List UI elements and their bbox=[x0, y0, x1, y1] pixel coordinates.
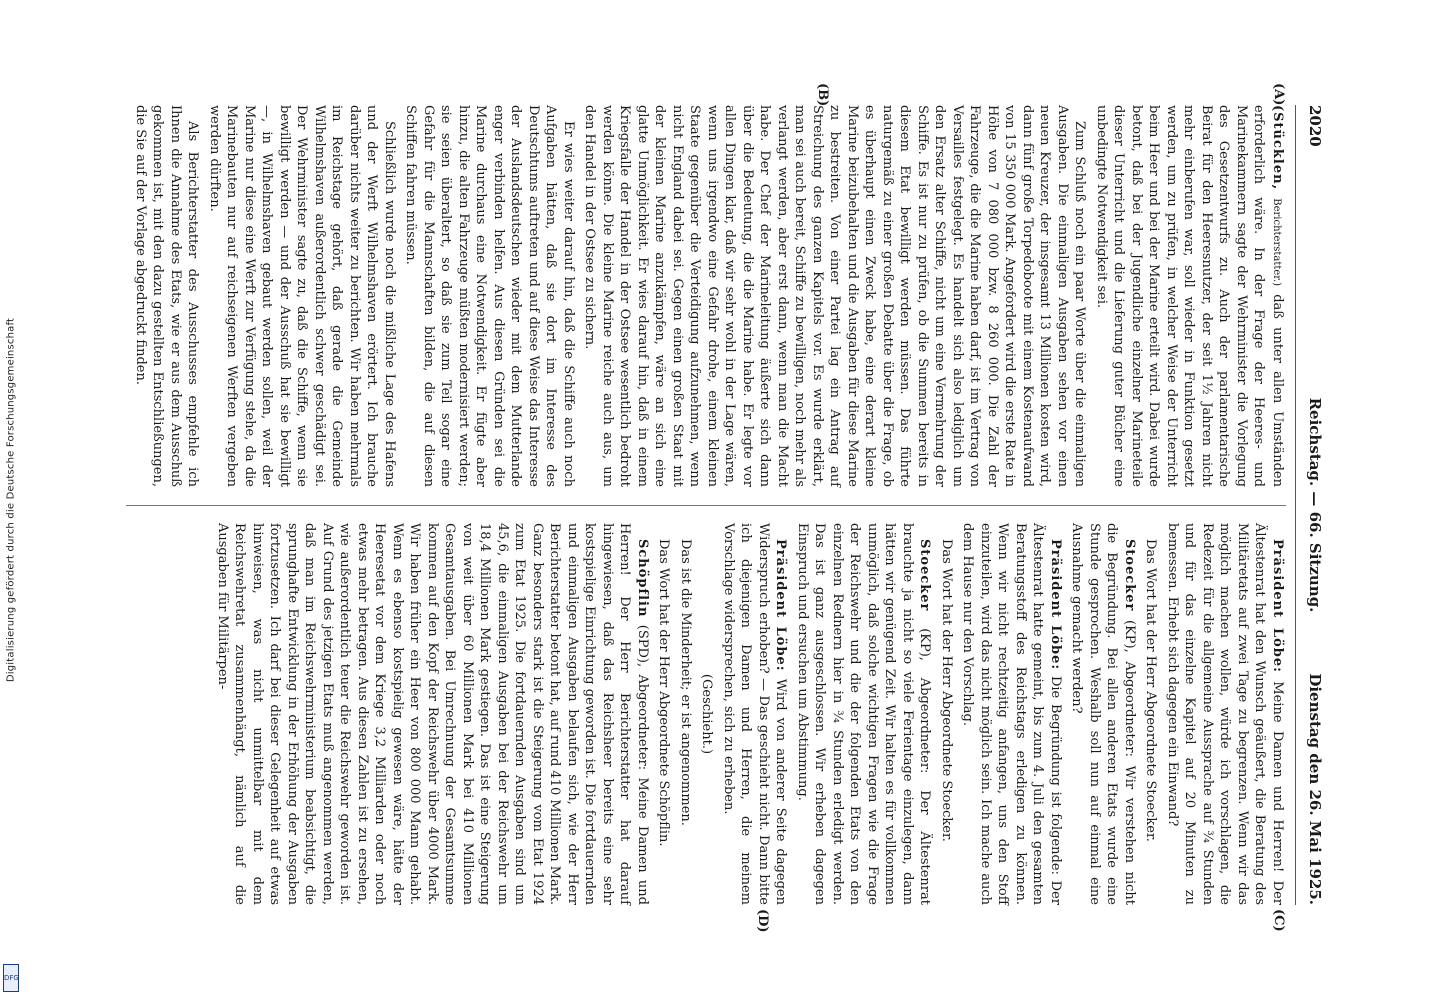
paragraph: Das ist die Minderheit; er ist angenommen. bbox=[678, 539, 693, 826]
speaker-name: Stoecker bbox=[917, 539, 933, 612]
paragraph bbox=[1164, 523, 1287, 905]
paragraph bbox=[794, 523, 934, 905]
session-date: Dienstag den 26. Mai 1925. bbox=[1306, 673, 1324, 905]
paragraph: Er wies weiter darauf hin, daß die Schiffe auch noch Aufgaben hätten, daß sie dort im Interesse des Deutschtums auftreten und auf diese Weise das Interesse der Auslandsdeutschen wieder mit dem Mutterlande enger verbinden helfen. Aus diesen Gründen sei die Marine durchaus eine Notwendigkeit. Er fügte aber hinzu, die alten Fahrzeuge müßten modernisiert werden; sie seien überaltert, so daß sie zum Teil sogar eine Gefahr für die Mannschaften bilden, die auf diesen Schiffen fahren müssen. bbox=[403, 105, 576, 487]
paragraph-text: Meine Damen und Herren! Der Ältestenrat hat den Wunsch geäußert, die Beratung des Militäretats auf zwei Tage zu begrenzen. Wenn wir das möglich machen wollen, würde ich vorschlagen, die Redezeit für die allgemeine Aussprache auf ¾ Stunden und für das einzelne Kapitel auf 20 Minuten zu bemessen. Erhebt sich dagegen ein Einwand? bbox=[1165, 523, 1285, 905]
paragraph-text: daß unter allen Umständen erforderlich wäre. In der Frage der Heeres- und Marinekammern sagte der Wehrminister die Vorlegung des Gesetzentwurfs zu. Auch der parlamentarische Beirat für den Heeresnutzer, der seit 1½ Jahren nicht mehr einberufen war, soll wieder in Funktion gesetzt werden, um zu prüfen, in welcher Weise der Unterricht beim Heer und bei der Marine erteilt wird. Dabei wurde betont, daß bei der Jugendliche einzelner Marineteile dieser Unterricht und die Lieferung guter Bücher eine unbedingte Notwendigkeit sei. bbox=[1094, 105, 1285, 487]
page-header bbox=[1295, 105, 1330, 905]
paragraph: Das Wort hat der Herr Abgeordnete Stoecker. bbox=[939, 539, 954, 842]
paragraph bbox=[1068, 523, 1138, 905]
paragraph bbox=[959, 523, 1064, 905]
speaker-name: Präsident Löbe: bbox=[1048, 539, 1063, 671]
column-divider bbox=[126, 505, 1286, 506]
speaker-name: Präsident Löbe: bbox=[773, 539, 789, 672]
speaker-role: Berichterstatter.) bbox=[1271, 198, 1282, 287]
paragraph-text: (SPD), Abgeordneter: Meine Damen und Herren! Der Herr Berichterstatter hat darauf hingewiesen, daß das Reichsheer bereits eine sehr kostspielige Einrichtung geworden ist. Die fortdauernden und einmaligen Ausgaben belaufen sich, wie der Herr Berichterstatter betont hat, auf rund 410 Millionen Mark. Ganz besonders stark ist die Steigerung vom Etat 1924 zum Etat 1925. Die fortdauernden Ausgaben sind um 45,6, die einmaligen Ausgaben bei der Reichswehr um 18,4 Millionen Mark gestiegen. Das ist eine Steigerung von weit über 60 Millionen Mark bei 410 Millionen Gesamtausgaben. Bei Umrechnung der Gesamtsumme kommen auf den Kopf der Reichswehr über 4000 Mark. Wir haben früher ein Heer von 800 000 Mann gehabt. Wenn es ebenso kostspielig gewesen wäre, hätte der Heeresetat vor dem Kriege 3,2 Milliarden oder noch etwas mehr betragen. Aus diesen Zahlen ist zu ersehen, wie außerordentlich teuer die Reichswehr geworden ist. Auf Grund des jetzigen Etats muß angenommen werden, daß man im Reichswehrministerium beabsichtigt, die sprunghafte Entwicklung in der Erhöhung der Ausgaben fortzusetzen. Ich darf bei dieser Gelegenheit auf etwas hinweisen, was nicht unmittelbar mit dem Reichswehretat zusammenhängt, nämlich auf die Ausgaben für Militärpen- bbox=[215, 523, 650, 905]
paragraph bbox=[214, 523, 652, 905]
paragraph: Das Wort hat der Herr Abgeordnete Stoecker. bbox=[1143, 539, 1159, 842]
paragraph-text: (KP), Abgeordneter: Der Ältestenrat brauchte ja nicht so viele Ferientage einzulegen, dann hätten wir genügend Zeit. Wir halten es für vollkommen unmöglich, daß solche wichtigen Fragen wie die Frage der Reichswehr und die der folgenden Etats von den einzelnen Rednern hier in ¾ Stunden erledigt werden. Das ist ganz ausgeschlossen. Wir erheben dagegen Einspruch und ersuchen um Abstimmung. bbox=[795, 523, 933, 905]
page-title: Reichstag. — 66. Sitzung. bbox=[1306, 397, 1324, 613]
right-column bbox=[210, 523, 1287, 905]
paragraph: Als Berichterstatter des Ausschusses empfehle ich Ihnen die Annahme des Etats, wie er aus dem Ausschuß gekommen ist, mit den dazu gestellten Entschließungen, die Sie auf der Vorlage abgedruckt finden. bbox=[133, 105, 201, 487]
speaker-name: (Stücklen, bbox=[1270, 105, 1285, 191]
speaker-name: Stoecker bbox=[1122, 539, 1137, 612]
stage-direction: (Geschieht.) bbox=[699, 673, 715, 755]
digitization-credit bbox=[0, 0, 22, 1000]
reichstag-page bbox=[110, 83, 1330, 933]
paragraph-text: Die Begründung ist folgende: Der Ältestenrat hatte gemeint, bis zum 4. Juli den gesamten Beratungsstoff des Reichstags erledigen zu können. Wenn wir nicht rechtzeitig anfangen, uns den Stoff einzuteilen, wird das nicht möglich sein. Ich mache auch dem Hause nur den Vorschlag. bbox=[960, 523, 1063, 905]
paragraph: Das Wort hat der Herr Abgeordnete Schöpflin. bbox=[656, 539, 672, 847]
margin-marker-a: (A) bbox=[1271, 83, 1286, 106]
left-column bbox=[128, 105, 1287, 487]
speaker-name: Schöpflin bbox=[635, 539, 650, 618]
paragraph: Schließlich wurde noch die mißliche Lage des Hafens und der Werft Wilhelmshaven erörtert. Ich brauche darüber nichts weiter zu berichten. Wir haben mehrmals im Reichstage gehört, daß gerade die Gemeinde Wilhelmshaven außerordentlich schwer geschädigt sei. Der Wehrminister sagte zu, daß die Schiffe, wenn sie bewilligt werden — und der Ausschuß hat sie bewilligt —, in Wilhelmshaven gebaut werden sollen, weil der Marine nur diese eine Werft zur Verfügung stehe, da die Marinebauten nur auf reichseigenen Werften vergeben werden dürften. bbox=[207, 105, 397, 487]
paragraph bbox=[720, 523, 790, 905]
paragraph-text: Wird von anderer Seite dagegen Widerspruch erhoben? — Das geschieht nicht. Dann bitte ich diejenigen Damen und Herren, die meinem Vorschlage widersprechen, sich zu erheben. bbox=[721, 523, 789, 905]
page-frame bbox=[110, 83, 1330, 933]
speaker-name: Präsident Löbe: bbox=[1270, 539, 1285, 673]
credit-text: Digitalisierung gefördert durch die Deutsche Forschungsgemeinschaft bbox=[5, 317, 17, 683]
margin-marker-d: (D) bbox=[755, 909, 770, 933]
paragraph: Zum Schluß noch ein paar Worte über die einmaligen Ausgaben. Die einmaligen Ausgaben sehen vor einen neuen Kreuzer, der insgesamt 13 Millionen kosten wird, dann fünf große Torpedoboote mit einem Kostenaufwand von 15 350 000 Mark. Angefordert wird die erste Rate in Höhe von 7 080 000 bzw. 8 260 000. Die Zahl der Fahrzeuge, die die Marine haben darf, ist im Vertrag von Versailles festgelegt. Es handelt sich also lediglich um den Ersatz alter Schiffe, nicht um eine Vermehrung der Schiffe. Es ist nur zu prüfen, ob die Summen bereits in diesem Etat bewilligt werden müssen. Das führte naturgemäß zu einer großen Debatte über die Frage, ob es überhaupt einen Zweck habe, eine derart kleine Marine beizubehalten und die Ausgaben für diese Marine zu bestreiten. Von einer Partei lag ein Antrag auf Streichung des ganzen Kapitels vor. Es wurde erklärt, man sei auch bereit, Schiffe zu bewilligen, noch mehr als verlangt werden, aber erst dann, wenn man die Macht habe. Der Chef der Marineleitung äußerte sich dann über die Bedeutung, die die Marine habe. Er legte vor allen Dingen klar, daß wir sehr wohl in der Lage wären, wenn uns irgendwo eine Gefahr drohe, einem kleinen Staate gegenüber die Verteidigung aufzunehmen, wenn nicht England dabei sei. Gegen einen großen Staat mit der kleinen Marine anzukämpfen, wäre an sich eine glatte Unmöglichkeit. Er wies darauf hin, daß in einem Kriegsfalle der Handel in der Ostsee wesentlich bedroht werden könne. Die kleine Marine reiche auch aus, um den Handel in der Ostsee zu sichern. bbox=[582, 105, 1088, 487]
paragraph-text: (KP), Abgeordneter: Wir verstehen nicht die Begründung. Bei allen anderen Etats wurde eine Stunde gesprochen. Weshalb soll nun auf einmal eine Ausnahme gemacht werden? bbox=[1069, 523, 1137, 905]
dfg-logo: DFG bbox=[3, 964, 19, 992]
page-number: 2020 bbox=[1306, 105, 1324, 147]
paragraph bbox=[1093, 105, 1287, 487]
margin-marker-b: (B) bbox=[815, 83, 830, 107]
margin-marker-c: (C) bbox=[1271, 909, 1286, 932]
